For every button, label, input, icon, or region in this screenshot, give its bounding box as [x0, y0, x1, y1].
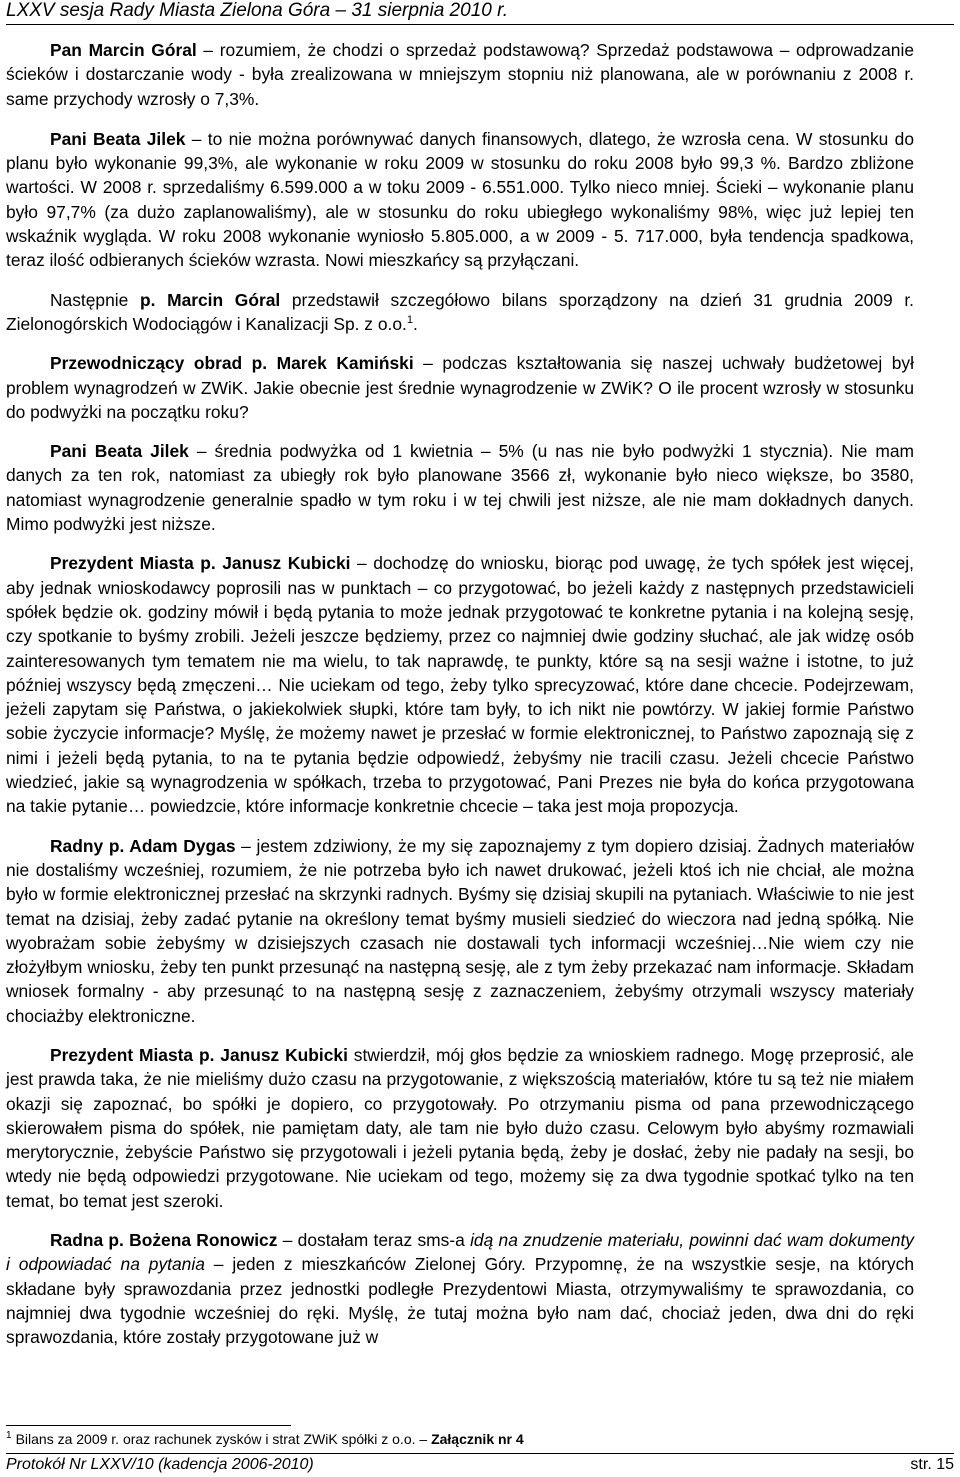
speaker-name: Radny p. Adam Dygas: [50, 835, 236, 856]
speaker-name: Prezydent Miasta p. Janusz Kubicki: [50, 1044, 348, 1065]
paragraph-text: – jestem zdziwiony, że my się zapoznajemy z tym dopiero dzisiaj. Żadnych materiałów nie dostaliśmy wcześniej, rozumiem, że nie potrzeba było ich nawet drukować, jeżeli ktoś ich nie chciał, ale można było w formie elektronicznej przesłać na skrzynki radnych. Byśmy się dzisiaj skupili na pytaniach. Właściwie to nie jest temat na dzisiaj, żeby zadać pytanie na określony temat byśmy musieli siedzieć do wieczora nad jedną spółką. Nie wyobrażam sobie żebyśmy w dzisiejszych czasach nie dostawali tych informacji wcześniej…Nie wiem czy nie złożyłbym wniosku, żeby ten punkt przesunąć na następną sesję, ale z tym żeby przekazać nam informacje. Składam wniosek formalny - aby przesunąć to na następną sesję z zaznaczeniem, żebyśmy otrzymali wszyscy materiały chociażby elektroniczne.: [6, 835, 914, 1026]
paragraph-prefix: Następnie: [50, 289, 140, 310]
paragraph-text: – podczas kształtowania się naszej uchwały budżetowej był problem wynagrodzeń w ZWiK. Jakie obecnie jest średnie wynagrodzenie w ZWiK? O ile procent wzrosły w stosunku do podwyżki na początku roku?: [6, 353, 914, 422]
paragraph: [6, 439, 914, 536]
quoted-sms-text: idą na znudzenie materiału, powinni dać wam dokumenty i odpowiadać na pytania: [6, 1230, 914, 1275]
paragraph: [6, 127, 914, 273]
footnote-text: Bilans za 2009 r. oraz rachunek zysków i strat ZWiK spółki z o.o. –: [15, 1431, 432, 1447]
paragraph-text: – średnia podwyżka od 1 kwietnia – 5% (u nas nie było podwyżki 1 stycznia). Nie mam danych za ten rok, natomiast za ubiegły rok było planowane 3566 zł, wykonanie było nieco większe, bo 3580, natomiast wynagrodzenie generalnie spadło w tym roku i w tej chwili jest niższe, ale nie mam dokładnych danych. Mimo podwyżki jest niższe.: [6, 441, 914, 535]
speaker-name: Pan Marcin Góral: [50, 40, 197, 60]
footnote-separator: [6, 1425, 291, 1426]
speaker-name: Pani Beata Jilek: [50, 441, 189, 462]
paragraph-text: – to nie można porównywać danych finansowych, dlatego, że wzrosła cena. W stosunku do planu było wykonanie 99,3%, ale wykonanie w roku 2009 w stosunku do roku 2008 było 99,3 %. Bardzo zbliżone wartości. W 2008 r. sprzedaliśmy 6.599.000 a w toku 2009 - 6.551.000. Tylko nieco mniej. Ścieki – wykonanie planu było 97,7% (za dużo zaplanowaliśmy), ale w stosunku do roku ubiegłego wykonaliśmy 98%, więc już lepiej ten wskaźnik wygląda. W roku 2008 wykonanie wyniosło 5.805.000, a w 2009 - 5. 717.000, była tendencja spadkowa, teraz ilość odbieranych ścieków wzrasta. Nowi mieszkańcy są przyłączani.: [6, 128, 914, 271]
paragraph: [6, 551, 914, 818]
paragraph-text: stwierdził, mój głos będzie za wnioskiem radnego. Mogę przeprosić, ale jest prawda taka, że nie mieliśmy dużo czasu na przygotowanie, z większością materiałów, które tu są też nie miałem okazji się zapoznać, bo spółki je dopiero, co przygotowały. Po otrzymaniu pisma od pana przewodniczącego skierowałem pisma do spółek, nie pamiętam daty, ale tam nie było dużo czasu. Celowym było abyśmy rozmawiali merytorycznie, żebyście Państwo się przygotowali i jeżeli pytania będą, żeby je dosłać, żeby nie padały na sesji, bo wtedy nie będą odpowiedzi przygotowane. Nie uciekam od tego, możemy się za dwa tygodnie spotkać tylko na ten temat, bo temat jest szeroki.: [6, 1044, 914, 1211]
paragraph-text: – dochodzę do wniosku, biorąc pod uwagę, że tych spółek jest więcej, aby jednak wnioskodawcy poprosili nas w punktach – co przygotować, bo jeżeli każdy z następnych przedstawicieli spółek będzie ok. godziny mówił i będą pytania to może jednak przygotować te konkretne pytania i na kolejną sesję, czy spotkanie to byśmy zrobili. Jeżeli jeszcze będziemy, przez co najmniej dwie godziny słuchać, ale jak widzę osób zainteresowanych tym tematem nie ma wielu, to tak naprawdę, te punkty, które są na sesji ważne i istotne, to już później wszyscy będą zmęczeni… Nie uciekam od tego, żeby tylko sprecyzować, które dane chcecie. Podejrzewam, jeżeli zapytam się Państwa, o jakiekolwiek słupki, które tam były, to ich nikt nie powtórzy. W jakiej formie Państwo sobie życzycie informacje? Myślę, że możemy nawet je przesłać w formie elektronicznej, to Państwo zapoznają się z nimi i jeżeli będą pytania, to na te pytania będzie odpowiedź, żebyśmy nie tracili czasu. Jeżeli chcecie Państwo wiedzieć, jakie są wynagrodzenia w spółkach, trzeba to przygotować, Pani Prezes nie była do końca przygotowana na takie pytanie… powiedzcie, które informacje konkretnie chcecie – taka jest moja propozycja.: [6, 553, 914, 817]
paragraph: [6, 351, 914, 424]
paragraph-suffix: .: [412, 313, 418, 334]
paragraph: [6, 288, 914, 337]
paragraph: [6, 1228, 914, 1349]
document-header: [6, 0, 954, 25]
header-title: LXXV sesja Rady Miasta Zielona Góra – 31 sierpnia 2010 r.: [6, 0, 509, 21]
speaker-name: p. Marcin Góral: [139, 289, 281, 310]
paragraph-text: – jeden z mieszkańców Zielonej Góry. Przypomnę, że na wszystkie sesje, na których składane były sprawozdania przez jednostki podległe Prezydentowi Miasta, otrzymywaliśmy te sprawozdania, co najmniej dwa tygodnie wcześniej do ręki. Myślę, że tutaj można było nam dać, chociaż jeden, dwa dni do ręki sprawozdania, które zostały przygotowane już w: [6, 1254, 914, 1348]
footnote-attachment: Załącznik nr 4: [431, 1431, 524, 1447]
paragraph: [6, 834, 914, 1028]
speaker-name: Prezydent Miasta p. Janusz Kubicki: [50, 553, 351, 574]
footer-protocol: Protokół Nr LXXV/10 (kadencja 2006-2010): [6, 1456, 314, 1473]
paragraph-text: przedstawił szczegółowo bilans sporządzony na dzień 31 grudnia 2009 r. Zielonogórskich Wodociągów i Kanalizacji Sp. z o.o.: [6, 289, 914, 334]
page-number: str. 15: [910, 1456, 954, 1473]
document-footer: [6, 1453, 954, 1475]
paragraph-text: – rozumiem, że chodzi o sprzedaż podstawową? Sprzedaż podstawowa – odprowadzanie ścieków i dostarczanie wody - była zrealizowana w mniejszym stopniu niż planowana, ale w porównaniu z 2008 r. same przychody wzrosły o 7,3%.: [6, 40, 915, 109]
paragraph: [6, 1043, 914, 1213]
footnote-mark: 1: [6, 1430, 12, 1442]
footnote-reference[interactable]: 1: [406, 314, 413, 327]
speaker-name: Radna p. Bożena Ronowicz: [50, 1230, 278, 1251]
document-body: [6, 38, 914, 1365]
paragraph: [6, 38, 914, 111]
speaker-name: Pani Beata Jilek: [50, 128, 186, 149]
paragraph-text: – dostałam teraz sms-a: [277, 1230, 471, 1251]
speaker-name: Przewodniczący obrad p. Marek Kamiński: [50, 353, 414, 374]
footnote: [6, 1431, 906, 1447]
